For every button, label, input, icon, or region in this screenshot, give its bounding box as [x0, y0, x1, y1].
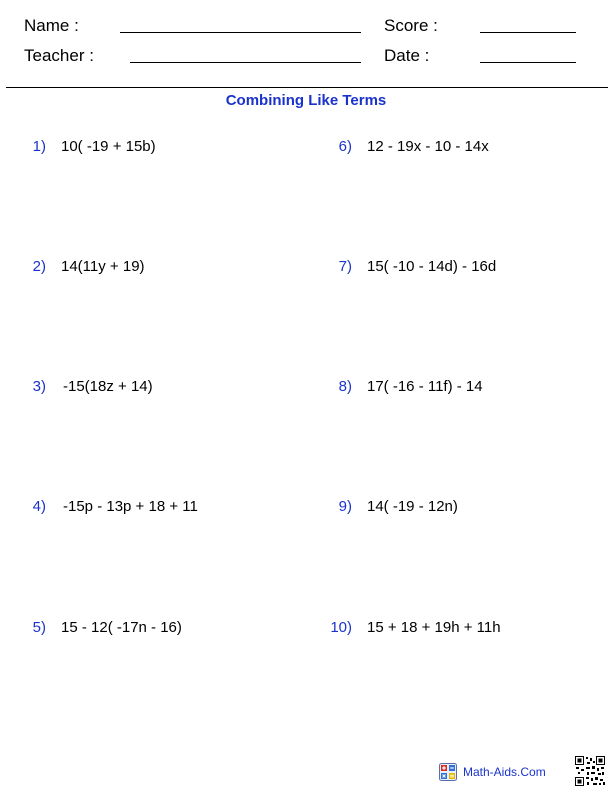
problem-number: 1) [32, 138, 46, 155]
problem-expression: 15 + 18 + 19h + 11h [367, 619, 501, 636]
problem-number: 4) [32, 498, 46, 515]
problem-expression: -15(18z + 14) [63, 378, 153, 395]
problem-number: 2) [32, 258, 46, 275]
problem-number: 7) [338, 258, 352, 275]
problem-expression: 14(11y + 19) [61, 258, 145, 275]
name-blank[interactable] [120, 32, 361, 33]
teacher-blank[interactable] [130, 62, 361, 63]
problem-10 [306, 619, 586, 641]
brand-name: Math-Aids.Com [463, 765, 546, 779]
problem-1 [0, 138, 280, 160]
calculator-icon [439, 763, 457, 781]
score-label: Score : [384, 16, 438, 35]
qr-code-icon [574, 755, 606, 787]
problem-4 [0, 498, 280, 520]
problem-number: 3) [32, 378, 46, 395]
date-label: Date : [384, 46, 430, 65]
header-divider [6, 87, 608, 88]
problem-8 [306, 378, 586, 400]
date-blank[interactable] [480, 62, 576, 63]
problem-number: 6) [338, 138, 352, 155]
problem-6 [306, 138, 586, 160]
problem-number: 10) [330, 619, 352, 636]
score-blank[interactable] [480, 32, 576, 33]
problem-expression: 10( -19 + 15b) [61, 138, 156, 155]
problem-expression: 12 - 19x - 10 - 14x [367, 138, 489, 155]
problem-2 [0, 258, 280, 280]
problem-expression: 15 - 12( -17n - 16) [61, 619, 182, 636]
problem-expression: 17( -16 - 11f) - 14 [367, 378, 483, 395]
problem-number: 9) [338, 498, 352, 515]
worksheet-title: Combining Like Terms [225, 92, 387, 109]
problem-expression: -15p - 13p + 18 + 11 [63, 498, 198, 515]
name-label: Name : [24, 16, 79, 35]
problem-9 [306, 498, 586, 520]
footer-brand[interactable] [439, 762, 546, 782]
problem-number: 8) [338, 378, 352, 395]
problem-7 [306, 258, 586, 280]
problem-expression: 15( -10 - 14d) - 16d [367, 258, 497, 275]
problem-5 [0, 619, 280, 641]
problem-expression: 14( -19 - 12n) [367, 498, 458, 515]
problem-number: 5) [32, 619, 46, 636]
teacher-label: Teacher : [24, 46, 94, 65]
problem-3 [0, 378, 280, 400]
